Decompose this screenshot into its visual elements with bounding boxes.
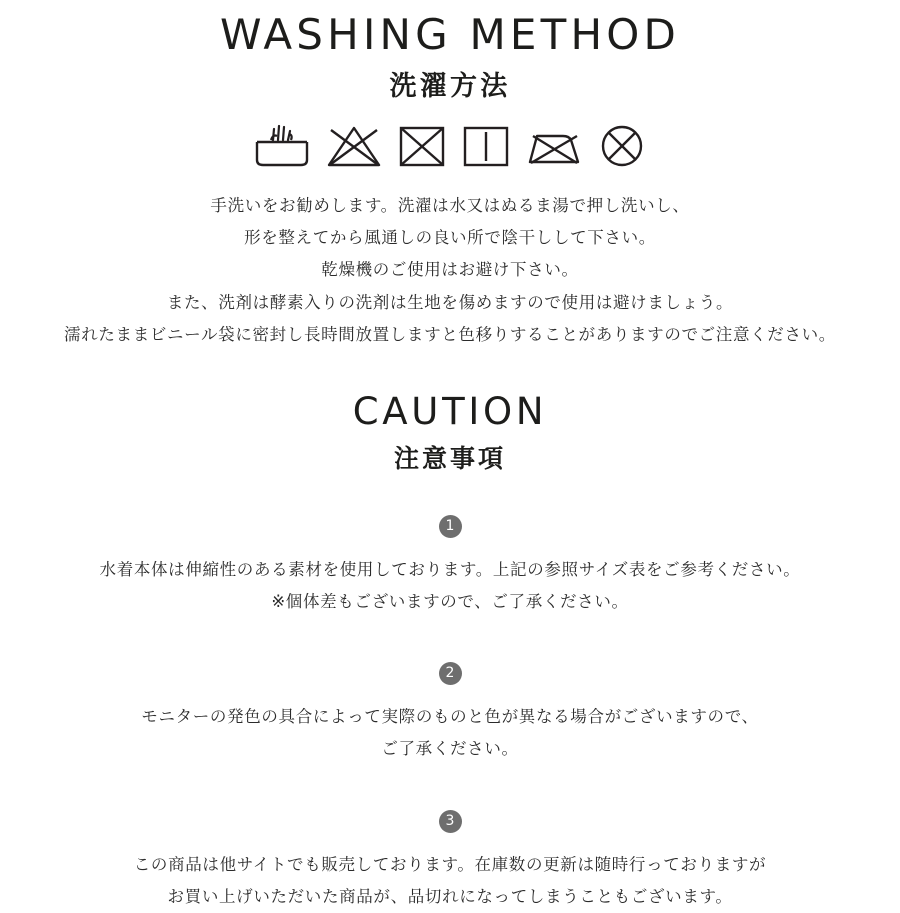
note-number-badge: 2 <box>439 662 462 685</box>
washing-line: 濡れたままビニール袋に密封し長時間放置しますと色移りすることがありますのでご注意ください。 <box>64 324 836 344</box>
note-line: この商品は他サイトでも販売しております。在庫数の更新は随時行っておりますが <box>133 854 767 874</box>
note-body <box>0 554 900 618</box>
note-line: ※個体差もございますので、ご了承ください。 <box>271 592 629 612</box>
washing-method-title-jp: 洗濯方法 <box>389 71 511 102</box>
no-dry-clean-icon <box>597 124 647 168</box>
no-bleach-icon <box>325 124 383 168</box>
note-line: 水着本体は伸縮性のある素材を使用しております。上記の参照サイズ表をご参考ください。 <box>99 559 801 579</box>
washing-line: 乾燥機のご使用はお避け下さい。 <box>321 260 579 280</box>
note-number-badge: 3 <box>439 810 462 833</box>
note-number-wrap <box>0 662 900 685</box>
caution-title-jp: 注意事項 <box>393 443 506 473</box>
washing-instructions <box>0 190 900 351</box>
note-number-wrap <box>0 810 900 833</box>
note-number-wrap <box>0 515 900 538</box>
note-number-badge: 1 <box>439 515 462 538</box>
washing-line: 手洗いをお勧めします。洗濯は水又はぬるま湯で押し洗いし、 <box>210 196 690 215</box>
note-line: お買い上げいただいた商品が、品切れになってしまうこともございます。 <box>167 886 733 906</box>
drip-dry-shade-icon <box>461 124 511 168</box>
no-tumble-dry-icon <box>397 124 447 168</box>
washing-line: 形を整えてから風通しの良い所で陰干しして下さい。 <box>244 228 656 248</box>
washing-line: また、洗剤は酵素入りの洗剤は生地を傷めますので使用は避けましょう。 <box>166 292 734 312</box>
hand-wash-icon <box>253 124 311 168</box>
note-body <box>0 701 900 765</box>
note-line: モニターの発色の具合によって実際のものと色が異なる場合がございますので、 <box>141 707 759 727</box>
caution-title-en: CAUTION <box>352 389 548 433</box>
caution-note-2 <box>0 662 900 765</box>
note-body <box>0 849 900 913</box>
care-symbols-row <box>0 124 900 168</box>
washing-method-title-en: WASHING METHOD <box>219 10 681 59</box>
no-iron-icon <box>525 124 583 168</box>
note-line: ご了承ください。 <box>381 739 519 759</box>
caution-note-3 <box>0 810 900 913</box>
caution-note-1 <box>0 515 900 618</box>
